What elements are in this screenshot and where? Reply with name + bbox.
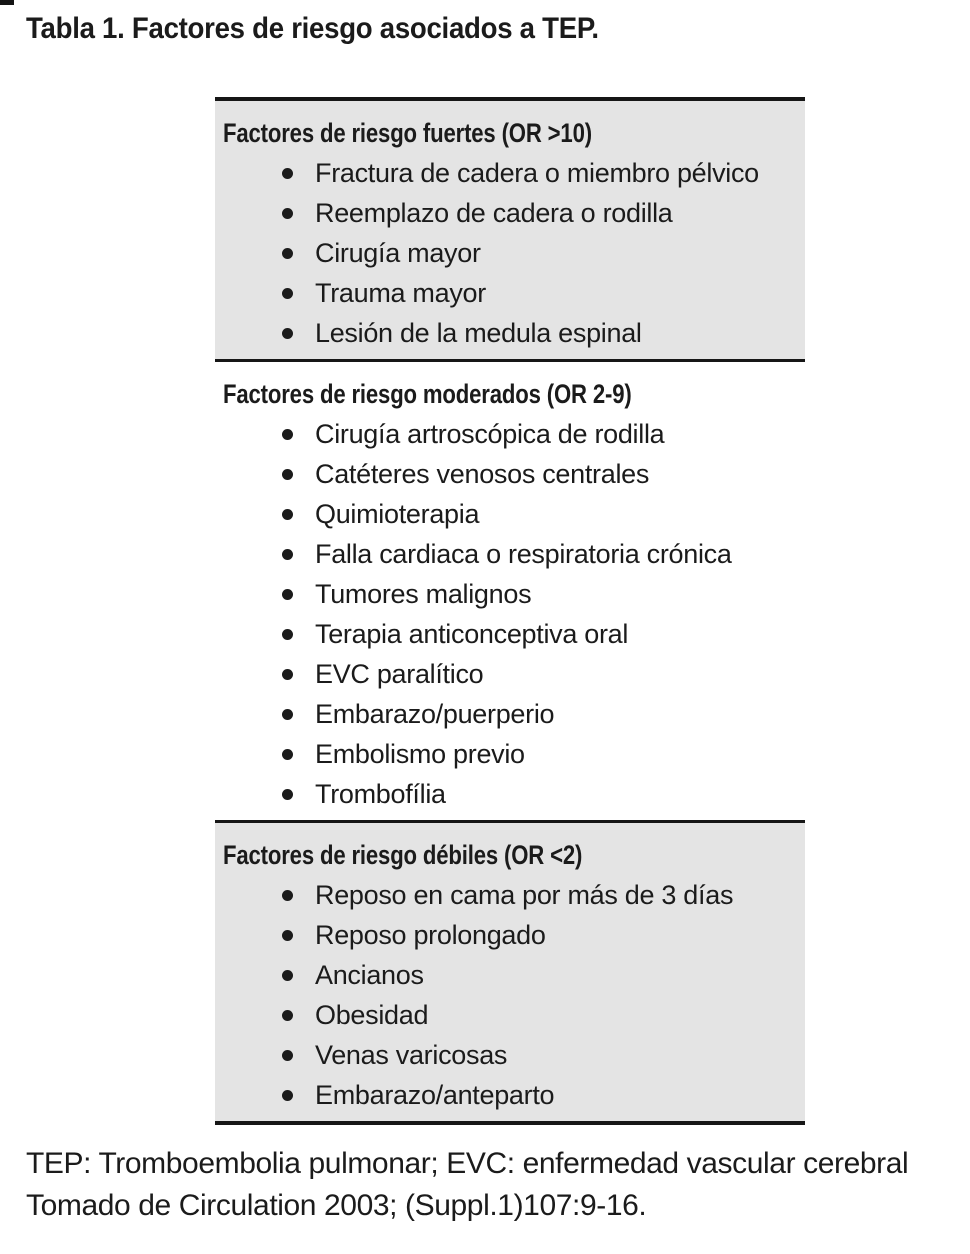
list-item-label: Trombofília <box>315 778 446 809</box>
bullet-icon <box>282 549 293 560</box>
list-item <box>223 1075 799 1115</box>
list-item-label: Obesidad <box>315 999 429 1030</box>
list-item-label: Reposo prolongado <box>315 919 546 950</box>
bullet-icon <box>282 1010 293 1021</box>
list-item-label: Cirugía artroscópica de rodilla <box>315 418 665 449</box>
list-item <box>223 193 799 233</box>
bullet-icon <box>282 629 293 640</box>
list-item <box>223 1035 799 1075</box>
footnotes <box>26 1143 966 1227</box>
list-item-label: Reemplazo de cadera o rodilla <box>315 197 673 228</box>
section-weak-risk-factors <box>215 820 805 1121</box>
list-item-label: Fractura de cadera o miembro pélvico <box>315 157 759 188</box>
list-item <box>223 574 799 614</box>
bullet-icon <box>282 890 293 901</box>
list-item-label: EVC paralítico <box>315 658 484 689</box>
bullet-icon <box>282 469 293 480</box>
list-item <box>223 694 799 734</box>
list-item-label: Catéteres venosos centrales <box>315 458 650 489</box>
list-item <box>223 534 799 574</box>
list-item-label: Venas varicosas <box>315 1039 508 1070</box>
section-header-weak: Factores de riesgo débiles (OR <2) <box>223 840 583 870</box>
list-item <box>223 454 799 494</box>
list-item-label: Terapia anticonceptiva oral <box>315 618 629 649</box>
bullet-icon <box>282 789 293 800</box>
section-moderate-risk-factors <box>215 359 805 820</box>
bullet-icon <box>282 429 293 440</box>
footnote-abbreviations: TEP: Tromboembolia pulmonar; EVC: enfermedad vascular cerebral <box>26 1147 909 1180</box>
list-item <box>223 955 799 995</box>
bullet-icon <box>282 930 293 941</box>
bullet-icon <box>282 970 293 981</box>
list-item-label: Reposo en cama por más de 3 días <box>315 879 734 910</box>
list-item-label: Quimioterapia <box>315 498 480 529</box>
scan-artifact <box>0 0 14 5</box>
bullet-icon <box>282 1090 293 1101</box>
bullet-icon <box>282 328 293 339</box>
bullet-icon <box>282 208 293 219</box>
bullet-icon <box>282 749 293 760</box>
list-item <box>223 654 799 694</box>
list-item-label: Lesión de la medula espinal <box>315 317 642 348</box>
bullet-icon <box>282 168 293 179</box>
list-item <box>223 875 799 915</box>
bullet-icon <box>282 509 293 520</box>
list-item-label: Cirugía mayor <box>315 237 481 268</box>
bullet-icon <box>282 589 293 600</box>
list-item <box>223 273 799 313</box>
list-item <box>223 614 799 654</box>
list-item <box>223 414 799 454</box>
section-header-moderate: Factores de riesgo moderados (OR 2-9) <box>223 379 632 409</box>
list-item-label: Tumores malignos <box>315 578 532 609</box>
list-item-label: Ancianos <box>315 959 424 990</box>
list-item-label: Embarazo/anteparto <box>315 1079 555 1110</box>
list-item <box>223 915 799 955</box>
bullet-icon <box>282 288 293 299</box>
list-item <box>223 313 799 353</box>
risk-factor-list-strong <box>223 153 799 353</box>
risk-factors-table <box>215 97 805 1125</box>
bullet-icon <box>282 669 293 680</box>
bullet-icon <box>282 248 293 259</box>
section-header-strong: Factores de riesgo fuertes (OR >10) <box>223 118 592 148</box>
list-item <box>223 233 799 273</box>
list-item <box>223 995 799 1035</box>
bullet-icon <box>282 1050 293 1061</box>
footnote-source: Tomado de Circulation 2003; (Suppl.1)107:9-16. <box>26 1189 647 1222</box>
list-item <box>223 774 799 814</box>
list-item <box>223 734 799 774</box>
list-item-label: Embolismo previo <box>315 738 525 769</box>
list-item-label: Embarazo/puerperio <box>315 698 555 729</box>
risk-factor-list-weak <box>223 875 799 1115</box>
list-item-label: Trauma mayor <box>315 277 486 308</box>
list-item <box>223 153 799 193</box>
risk-factor-list-moderate <box>223 414 799 814</box>
section-strong-risk-factors <box>215 101 805 359</box>
bullet-icon <box>282 709 293 720</box>
list-item-label: Falla cardiaca o respiratoria crónica <box>315 538 732 569</box>
table-caption: Tabla 1. Factores de riesgo asociados a TEP. <box>26 12 599 45</box>
list-item <box>223 494 799 534</box>
